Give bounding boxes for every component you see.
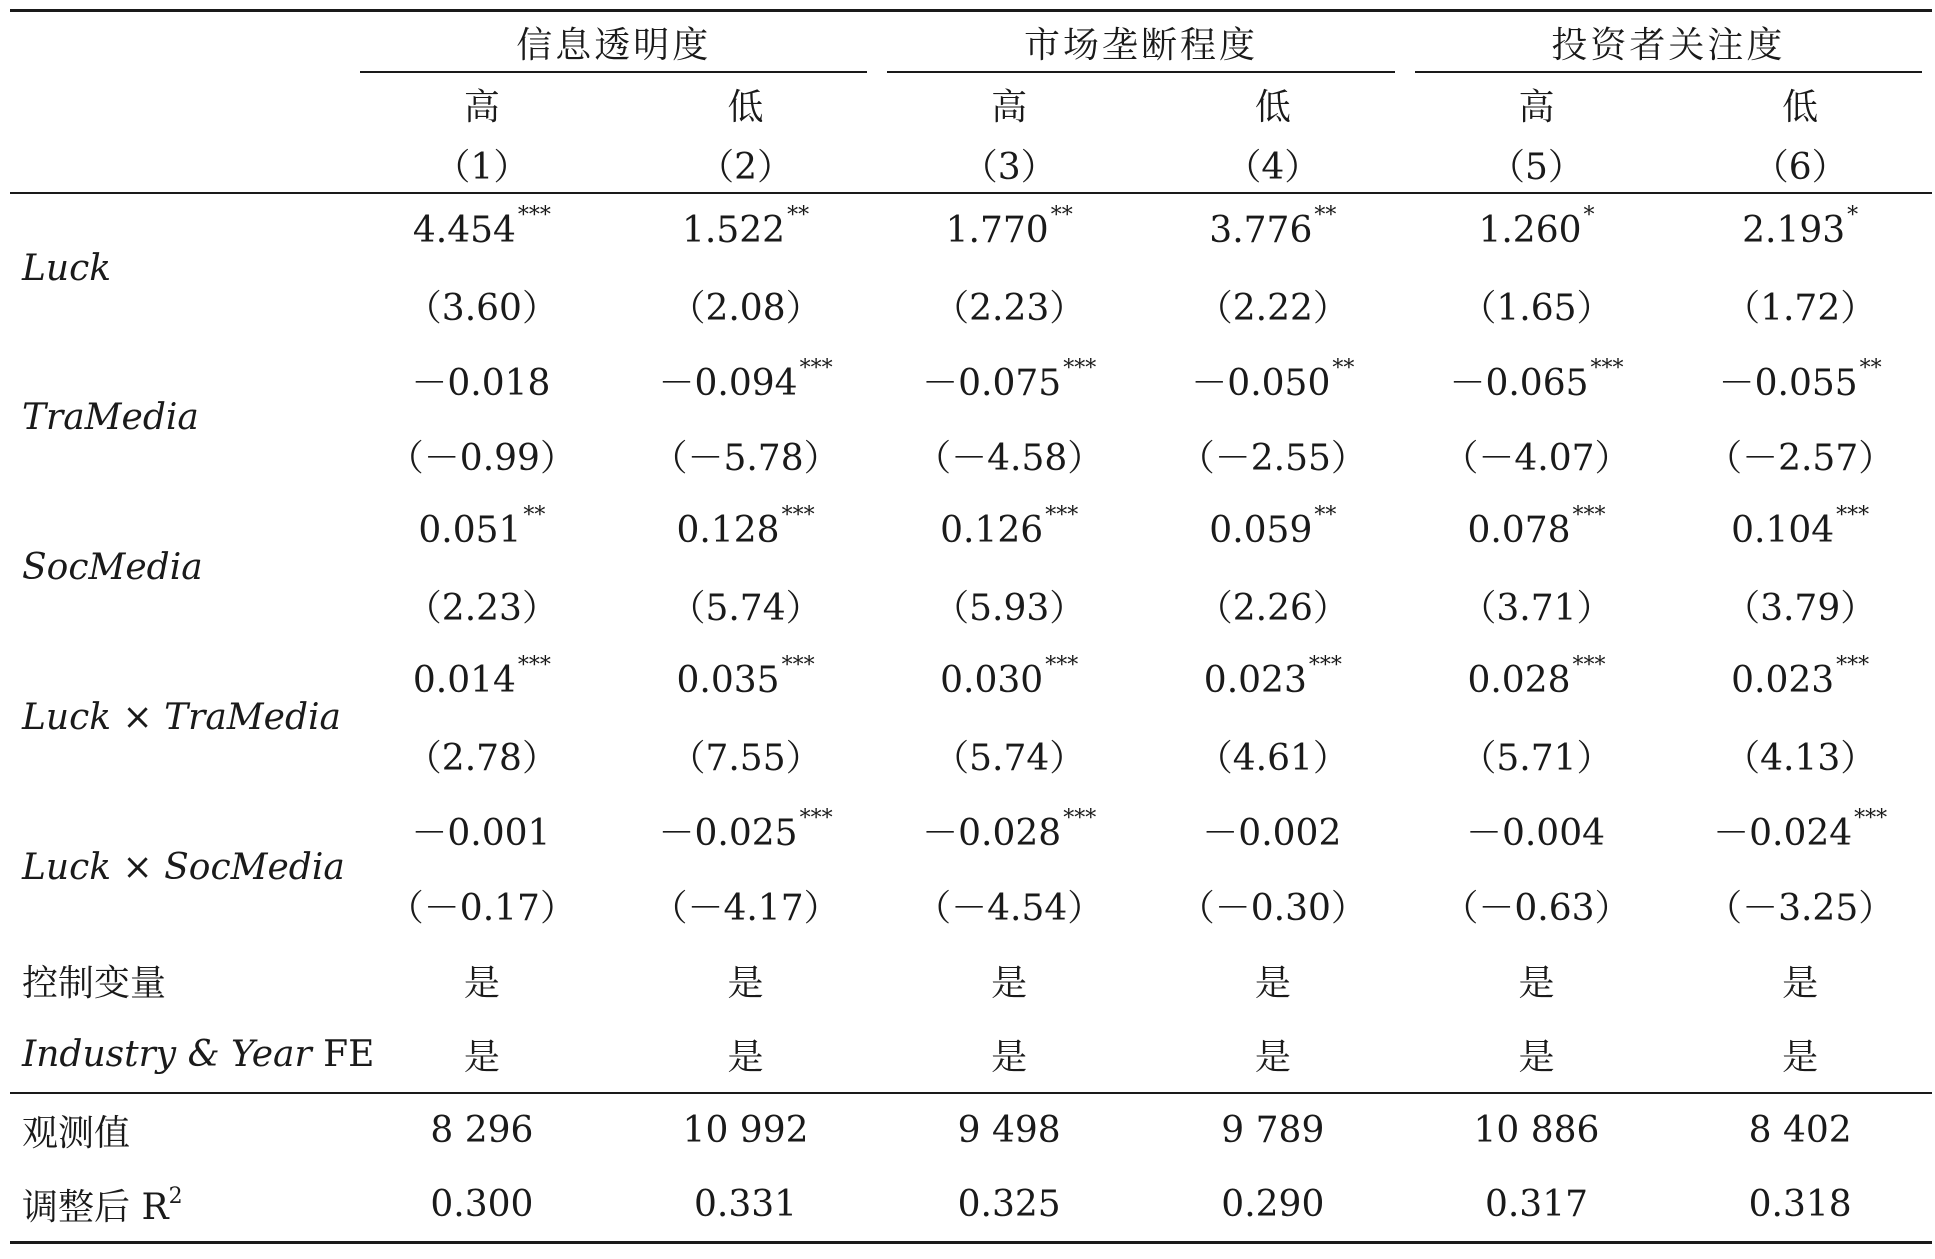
coef-value: －0.025	[658, 812, 798, 854]
coef-cell	[614, 793, 878, 868]
r2-value: 0.300	[350, 1168, 614, 1243]
coef-cell	[877, 643, 1141, 718]
sub-label: 高	[991, 87, 1028, 128]
significance-stars: *	[1583, 203, 1595, 228]
r2-value: 0.290	[1141, 1168, 1405, 1243]
t-stat-cell: （5.93）	[933, 587, 1086, 629]
fe-label: Industry & Year FE	[22, 1034, 375, 1075]
coef-value: －0.065	[1449, 362, 1589, 404]
t-stat-cell: （7.55）	[669, 737, 822, 779]
coef-value: －0.075	[922, 362, 1062, 404]
t-stat-cell: （2.26）	[1196, 587, 1349, 629]
t-stat-cell: （4.61）	[1196, 737, 1349, 779]
coef-cell	[1668, 343, 1932, 418]
coef-cell	[1141, 493, 1405, 568]
coef-value: －0.055	[1718, 362, 1858, 404]
column-number: （1）	[434, 146, 530, 188]
significance-stars: ***	[1063, 805, 1097, 831]
t-stat-cell: （－3.25）	[1706, 887, 1895, 929]
r2-row	[10, 1168, 1932, 1243]
coef-value: 1.770	[945, 210, 1049, 251]
coef-value: 0.023	[1203, 659, 1307, 701]
significance-stars: ***	[799, 805, 833, 831]
significance-stars: ***	[1308, 652, 1342, 678]
fe-row	[10, 1018, 1932, 1093]
fe-value: 是	[1254, 1037, 1291, 1078]
r2-label: 调整后 $R^2$	[10, 1168, 350, 1243]
coef-value: 4.454	[412, 210, 516, 251]
significance-stars: **	[1314, 203, 1337, 228]
r2-value: 0.317	[1405, 1168, 1669, 1243]
observations-value: 10 992	[614, 1093, 878, 1168]
coef-value: －0.024	[1713, 812, 1853, 854]
r2-value: 0.325	[877, 1168, 1141, 1243]
significance-stars: **	[1332, 355, 1355, 381]
coef-value: 0.028	[1467, 659, 1571, 701]
coef-row	[10, 193, 1932, 268]
coef-cell	[350, 493, 614, 568]
coef-cell	[1141, 793, 1405, 868]
fe-value: 是	[727, 1037, 764, 1078]
coef-cell	[1141, 193, 1405, 268]
group-header-transparency: 信息透明度	[350, 11, 877, 73]
significance-stars: ***	[1590, 355, 1624, 381]
coef-value: －0.004	[1465, 812, 1605, 854]
observations-value: 9 789	[1141, 1093, 1405, 1168]
significance-stars: ***	[1063, 355, 1097, 381]
t-stat-cell: （－4.58）	[915, 437, 1104, 479]
t-stat-cell: （－5.78）	[651, 437, 840, 479]
t-stat-cell: （－4.54）	[915, 887, 1104, 929]
significance-stars: **	[787, 203, 810, 228]
t-stat-cell: （2.22）	[1196, 287, 1349, 329]
coef-cell	[877, 493, 1141, 568]
variable-label: Luck × TraMedia	[22, 697, 341, 738]
t-stat-cell: （4.13）	[1724, 737, 1877, 779]
t-stat-cell: （－4.17）	[651, 887, 840, 929]
coef-cell	[1141, 343, 1405, 418]
coef-value: 0.014	[412, 659, 516, 701]
significance-stars: ***	[1836, 502, 1870, 528]
coef-value: －0.050	[1191, 362, 1331, 404]
coef-row	[10, 493, 1932, 568]
coef-value: 1.260	[1478, 210, 1582, 251]
controls-value: 是	[991, 962, 1028, 1004]
coef-cell	[1668, 493, 1932, 568]
t-stat-cell: （5.74）	[669, 587, 822, 629]
significance-stars: ***	[1572, 652, 1606, 678]
observations-value: 9 498	[877, 1093, 1141, 1168]
coef-cell	[350, 343, 614, 418]
t-stat-cell: （－2.55）	[1178, 437, 1367, 479]
column-number: （6）	[1752, 146, 1848, 188]
observations-row	[10, 1093, 1932, 1168]
coef-value: 2.193	[1742, 210, 1846, 251]
sub-label: 高	[463, 87, 500, 128]
sub-label: 高	[1518, 87, 1555, 128]
variable-label: Luck	[10, 193, 350, 343]
coef-cell	[614, 643, 878, 718]
column-number: （2）	[698, 146, 793, 188]
significance-stars: **	[1314, 502, 1337, 528]
coef-value: 1.522	[682, 210, 786, 251]
t-stat-cell: （－0.17）	[387, 887, 576, 929]
controls-value: 是	[1782, 962, 1819, 1004]
coef-value: 0.104	[1731, 509, 1835, 551]
stub-header	[10, 11, 350, 73]
coef-cell	[614, 343, 878, 418]
t-stat-cell: （2.08）	[669, 287, 822, 329]
coef-value: －0.018	[411, 362, 551, 404]
coef-cell	[614, 193, 878, 268]
t-stat-cell: （5.74）	[933, 737, 1086, 779]
variable-label: Luck × SocMedia	[22, 847, 345, 888]
coef-value: 0.035	[676, 659, 780, 701]
coef-cell	[1405, 343, 1669, 418]
t-stat-cell: （5.71）	[1460, 737, 1613, 779]
controls-label: 控制变量	[22, 962, 167, 1004]
variable-label: TraMedia	[22, 397, 199, 438]
coef-cell	[1668, 793, 1932, 868]
group-header-attention: 投资者关注度	[1405, 11, 1932, 73]
significance-stars: ***	[517, 652, 551, 678]
sub-label: 低	[1254, 87, 1291, 128]
t-stat-cell: （2.78）	[405, 737, 558, 779]
column-number-row	[10, 137, 1932, 193]
coef-cell	[1668, 643, 1932, 718]
group-header-monopoly: 市场垄断程度	[877, 11, 1404, 73]
t-stat-cell: （－0.99）	[387, 437, 576, 479]
significance-stars: *	[1847, 203, 1859, 228]
coef-value: －0.028	[922, 812, 1062, 854]
significance-stars: ***	[799, 355, 833, 381]
coef-value: 0.051	[418, 509, 522, 551]
group-header-row	[10, 11, 1932, 73]
coef-value: 0.128	[676, 509, 780, 551]
observations-value: 10 886	[1405, 1093, 1669, 1168]
t-stat-cell: （2.23）	[405, 587, 558, 629]
coef-value: －0.001	[411, 812, 551, 854]
coef-cell	[877, 793, 1141, 868]
coef-cell	[614, 493, 878, 568]
column-number: （5）	[1489, 146, 1584, 188]
fe-value: 是	[1782, 1037, 1819, 1078]
observations-label: 观测值	[10, 1093, 350, 1168]
coefficient-body	[10, 193, 1932, 943]
coef-value: 0.078	[1467, 509, 1571, 551]
significance-stars: ***	[1836, 652, 1870, 678]
coef-cell	[350, 793, 614, 868]
observations-value: 8 402	[1668, 1093, 1932, 1168]
sub-label-row	[10, 73, 1932, 137]
coef-value: －0.002	[1202, 812, 1342, 854]
coef-value: 0.023	[1731, 659, 1835, 701]
coef-value: 0.030	[940, 659, 1044, 701]
coef-cell	[877, 343, 1141, 418]
r2-value: 0.331	[614, 1168, 878, 1243]
significance-stars: **	[523, 502, 546, 528]
significance-stars: ***	[1854, 805, 1888, 831]
significance-stars: ***	[781, 652, 815, 678]
coef-row	[10, 343, 1932, 418]
observations-value: 8 296	[350, 1093, 614, 1168]
coef-cell	[1405, 193, 1669, 268]
t-stat-cell: （－0.63）	[1442, 887, 1631, 929]
coef-cell	[1405, 643, 1669, 718]
sub-label: 低	[727, 87, 764, 128]
regression-table	[10, 9, 1932, 1244]
coef-cell	[350, 643, 614, 718]
coef-cell	[350, 193, 614, 268]
column-number: （3）	[961, 146, 1057, 188]
column-number: （4）	[1225, 146, 1321, 188]
coef-cell	[1668, 193, 1932, 268]
t-stat-cell: （－4.07）	[1442, 437, 1631, 479]
t-stat-cell: （2.23）	[933, 287, 1086, 329]
coef-value: 0.126	[940, 509, 1044, 551]
t-stat-cell: （1.65）	[1460, 287, 1613, 329]
coef-value: 0.059	[1209, 509, 1313, 551]
controls-value: 是	[463, 962, 500, 1004]
controls-value: 是	[727, 962, 764, 1004]
significance-stars: **	[1859, 355, 1882, 381]
t-stat-cell: （3.60）	[405, 287, 558, 329]
fe-value: 是	[991, 1037, 1028, 1078]
significance-stars: ***	[1045, 502, 1079, 528]
controls-value: 是	[1518, 962, 1555, 1004]
coef-value: 3.776	[1209, 210, 1313, 251]
coef-cell	[1141, 643, 1405, 718]
t-stat-cell: （3.79）	[1724, 587, 1877, 629]
fe-value: 是	[463, 1037, 500, 1078]
t-stat-cell: （3.71）	[1460, 587, 1613, 629]
controls-row	[10, 943, 1932, 1018]
sub-label: 低	[1782, 87, 1819, 128]
coef-row	[10, 643, 1932, 718]
coef-cell	[1405, 493, 1669, 568]
significance-stars: ***	[517, 203, 551, 228]
t-stat-cell: （1.72）	[1724, 287, 1877, 329]
coef-cell	[1405, 793, 1669, 868]
significance-stars: ***	[1045, 652, 1079, 678]
significance-stars: **	[1050, 203, 1073, 228]
variable-label: SocMedia	[22, 547, 203, 588]
fe-value: 是	[1518, 1037, 1555, 1078]
coef-cell	[877, 193, 1141, 268]
r2-value: 0.318	[1668, 1168, 1932, 1243]
controls-value: 是	[1254, 962, 1291, 1004]
t-stat-cell: （－2.57）	[1706, 437, 1895, 479]
significance-stars: ***	[1572, 502, 1606, 528]
significance-stars: ***	[781, 502, 815, 528]
t-stat-cell: （－0.30）	[1178, 887, 1367, 929]
coef-value: －0.094	[658, 362, 798, 404]
coef-row	[10, 793, 1932, 868]
